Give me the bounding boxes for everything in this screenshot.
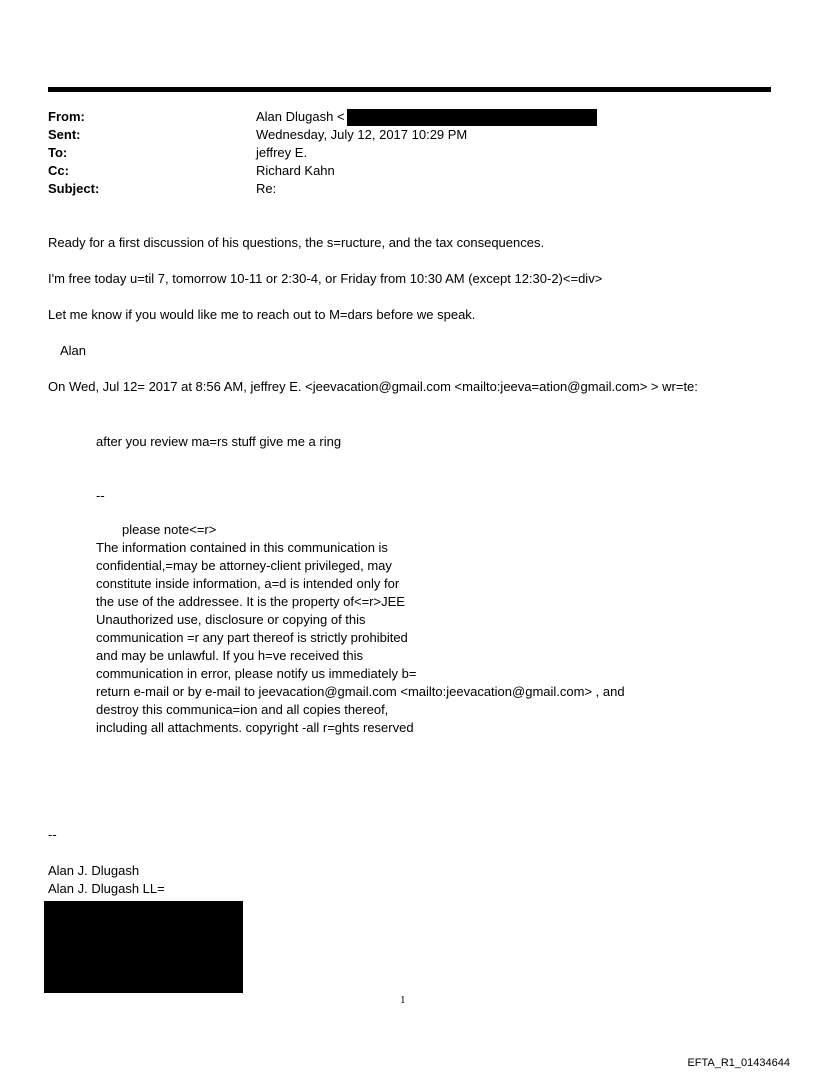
cc-value: Richard Kahn [256,163,335,178]
from-label: From: [48,109,85,124]
disclaimer-line: communication =r any part thereof is strictly prohibited [96,630,408,645]
document-id: EFTA_R1_01434644 [687,1057,790,1069]
to-label: To: [48,145,68,160]
disclaimer-line: Unauthorized use, disclosure or copying of this [96,612,366,627]
sent-label: Sent: [48,127,81,142]
disclaimer-line: return e-mail or by e-mail to jeevacation@gmail.com <mailto:jeevacation@gmail.com> , and [96,684,625,699]
subject-value: Re: [256,181,277,196]
quote-attribution: On Wed, Jul 12= 2017 at 8:56 AM, jeffrey E. <jeevacation@gmail.com <mailto:jeeva=ation@gmail.com> > wr=te: [48,379,698,394]
page-number: 1 [400,994,406,1006]
disclaimer-note: please note<=r> [122,522,217,537]
body-signoff: Alan [60,343,87,358]
header-rule [48,87,771,92]
signature-firm: Alan J. Dlugash LL= [48,881,165,896]
quoted-message: after you review ma=rs stuff give me a ring [96,434,342,449]
body-paragraph: Ready for a first discussion of his questions, the s=ructure, and the tax consequences. [48,235,545,250]
sent-value: Wednesday, July 12, 2017 10:29 PM [256,127,468,142]
redaction-bar [347,109,597,126]
body-paragraph: I'm free today u=til 7, tomorrow 10-11 or 2:30-4, or Friday from 10:30 AM (except 12:30-2)<=div> [48,271,603,286]
disclaimer-line: constitute inside information, a=d is intended only for [96,576,400,591]
disclaimer-line: confidential,=may be attorney-client privileged, may [96,558,392,573]
quoted-separator: -- [96,488,105,503]
cc-label: Cc: [48,163,69,178]
disclaimer-line: the use of the addressee. It is the property of<=r>JEE [96,594,405,609]
disclaimer-line: communication in error, please notify us immediately b= [96,666,417,681]
disclaimer-line: destroy this communica=ion and all copies thereof, [96,702,389,717]
subject-label: Subject: [48,181,100,196]
to-value: jeffrey E. [256,145,308,160]
redaction-block [44,901,243,993]
body-paragraph: Let me know if you would like me to reach out to M=dars before we speak. [48,307,476,322]
signature-separator: -- [48,827,57,842]
disclaimer-line: and may be unlawful. If you h=ve received this [96,648,364,663]
disclaimer-line: including all attachments. copyright -all r=ghts reserved [96,720,414,735]
disclaimer-line: The information contained in this communication is [96,540,388,555]
from-value: Alan Dlugash < [256,108,597,126]
signature-name: Alan J. Dlugash [48,863,140,878]
